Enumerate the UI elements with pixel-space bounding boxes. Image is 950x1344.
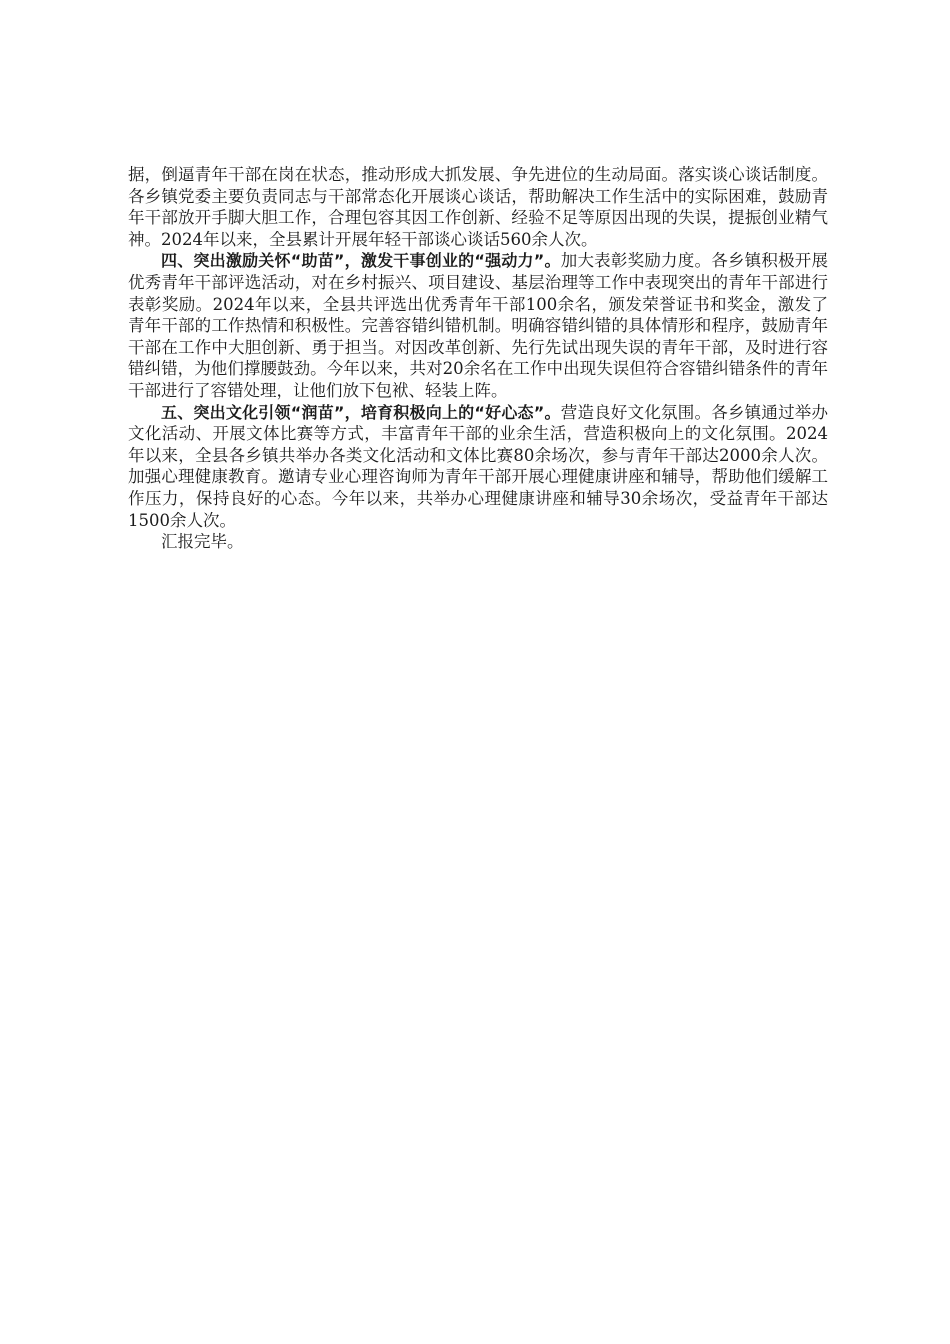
document-body <box>128 164 828 553</box>
section-four-text: 加大表彰奖励力度。各乡镇积极开展优秀青年干部评选活动，对在乡村振兴、项目建设、基层治理等工作中表现突出的青年干部进行表彰奖励。2024年以来，全县共评选出优秀青年干部100余名，颁发荣誉证书和奖金，激发了青年干部的工作热情和积极性。完善容错纠错机制。明确容错纠错的具体情形和程序，鼓励青年干部在工作中大胆创新、勇于担当。对因改革创新、先行先试出现失误的青年干部，及时进行容错纠错，为他们撑腰鼓劲。今年以来，共对20余名在工作中出现失误但符合容错纠错条件的青年干部进行了容错处理，让他们放下包袱、轻装上阵。 <box>128 251 828 400</box>
paragraph-continued <box>128 164 828 250</box>
paragraph-section-five <box>128 402 828 532</box>
paragraph-section-four <box>128 250 828 401</box>
section-five-heading: 五、突出文化引领“润苗”，培育积极向上的“好心态”。 <box>161 402 561 422</box>
paragraph-text: 据，倒逼青年干部在岗在状态，推动形成大抓发展、争先进位的生动局面。落实谈心谈话制度。各乡镇党委主要负责同志与干部常态化开展谈心谈话，帮助解决工作生活中的实际困难，鼓励青年干部放开手脚大胆工作，合理包容其因工作创新、经验不足等原因出现的失误，提振创业精气神。2024年以来，全县累计开展年轻干部谈心谈话560余人次。 <box>128 165 828 249</box>
closing-text: 汇报完毕。 <box>161 532 244 552</box>
section-four-heading: 四、突出激励关怀“助苗”，激发干事创业的“强动力”。 <box>161 251 561 271</box>
section-five-text: 营造良好文化氛围。各乡镇通过举办文化活动、开展文体比赛等方式，丰富青年干部的业余生活，营造积极向上的文化氛围。2024年以来，全县各乡镇共举办各类文化活动和文体比赛80余场次，参与青年干部达2000余人次。加强心理健康教育。邀请专业心理咨询师为青年干部开展心理健康讲座和辅导，帮助他们缓解工作压力，保持良好的心态。今年以来，共举办心理健康讲座和辅导30余场次，受益青年干部达1500余人次。 <box>128 402 828 530</box>
closing-line <box>128 531 828 553</box>
